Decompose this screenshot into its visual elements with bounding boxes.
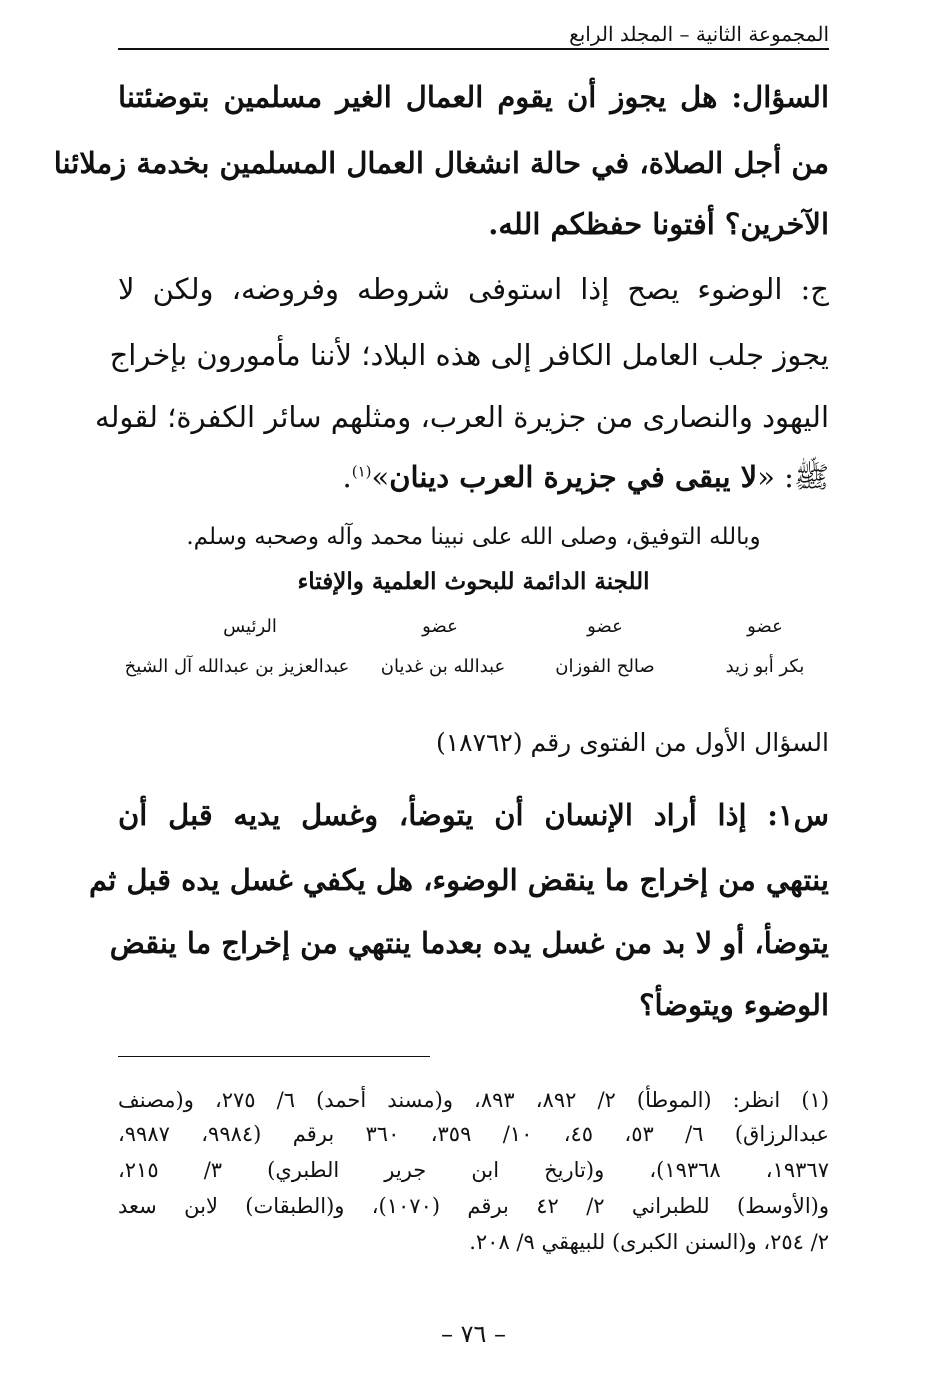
question2-line-3: يتوضأ، أو لا بد من غسل يده بعدما ينتهي من إخراج ما ينقض <box>109 926 829 960</box>
member-name: عبدالله بن غديان <box>380 656 506 677</box>
page-number: – ٧٦ – <box>440 1320 507 1348</box>
answer1-line-4 <box>118 460 829 502</box>
answer1-line-2: يجوز جلب العامل الكافر إلى هذه البلاد؛ لأننا مأمورون بإخراج <box>109 338 829 372</box>
answer1-line-1: ج: الوضوء يصح إذا استوفى شروطه وفروضه، ولكن لا <box>118 272 829 306</box>
chairman-role: الرئيس <box>223 616 277 637</box>
footnote-line-5: ٢/ ٢٥٤، و(السنن الكبرى) للبيهقي ٩/ ٢٠٨. <box>469 1230 829 1254</box>
header-rule <box>118 48 829 50</box>
question2-line-4: الوضوء ويتوضأ؟ <box>639 988 829 1022</box>
member-name: بكر أبو زيد <box>725 656 805 677</box>
member-role: عضو <box>747 616 783 637</box>
closing-formula: وبالله التوفيق، وصلى الله على نبينا محمد وآله وصحبه وسلم. <box>186 524 761 550</box>
running-header: المجموعة الثانية – المجلد الرابع <box>569 22 829 46</box>
question1-line-1: السؤال: هل يجوز أن يقوم العمال الغير مسلمين بتوضئتنا <box>118 80 829 114</box>
hadith-close: » <box>371 460 390 494</box>
answer1-line-3: اليهود والنصارى من جزيرة العرب، ومثلهم سائر الكفرة؛ لقوله <box>95 400 829 434</box>
answer-end-mark: . <box>342 460 352 494</box>
footnote-line-2: عبدالرزاق) ٦/ ٥٣، ٤٥، ١٠/ ٣٥٩، ٣٦٠ برقم (٩٩٨٤، ٩٩٨٧، <box>118 1122 830 1146</box>
question1-line-2: من أجل الصلاة، في حالة انشغال العمال المسلمين بخدمة زملائنا <box>53 146 829 180</box>
member-role: عضو <box>422 616 458 637</box>
footnote-line-4: و(الأوسط) للطبراني ٢/ ٤٢ برقم (١٠٧٠)، و(الطبقات) لابن سعد <box>118 1194 829 1218</box>
footnote-reference: (١) <box>351 462 372 481</box>
footnote-line-3: ١٩٣٦٧، ١٩٣٦٨)، و(تاريخ ابن جرير الطبري) ٣/ ٢١٥، <box>118 1158 829 1182</box>
footnote-line-1: (١) انظر: (الموطأ) ٢/ ٨٩٢، ٨٩٣، و(مسند أحمد) ٦/ ٢٧٥، و(مصنف <box>118 1088 830 1112</box>
member-name: صالح الفوزان <box>555 656 655 677</box>
question2-line-2: ينتهي من إخراج ما ينقض الوضوء، هل يكفي غسل يده قبل ثم <box>88 863 829 897</box>
member-role: عضو <box>587 616 623 637</box>
question2-line-1: س١: إذا أراد الإنسان أن يتوضأ، وغسل يديه قبل أن <box>118 798 829 832</box>
hadith-text: لا يبقى في جزيرة العرب دينان <box>389 460 758 494</box>
question1-line-3: الآخرين؟ أفتونا حفظكم الله. <box>488 207 829 241</box>
hadith-intro: : « <box>757 460 794 494</box>
fatwa-title: السؤال الأول من الفتوى رقم (١٨٧٦٢) <box>435 728 829 757</box>
footnote-rule <box>118 1056 430 1057</box>
chairman-name: عبدالعزيز بن عبدالله آل الشيخ <box>124 656 350 677</box>
prophet-honorific: ﷺ <box>793 460 829 494</box>
committee-name: اللجنة الدائمة للبحوث العلمية والإفتاء <box>297 568 650 595</box>
